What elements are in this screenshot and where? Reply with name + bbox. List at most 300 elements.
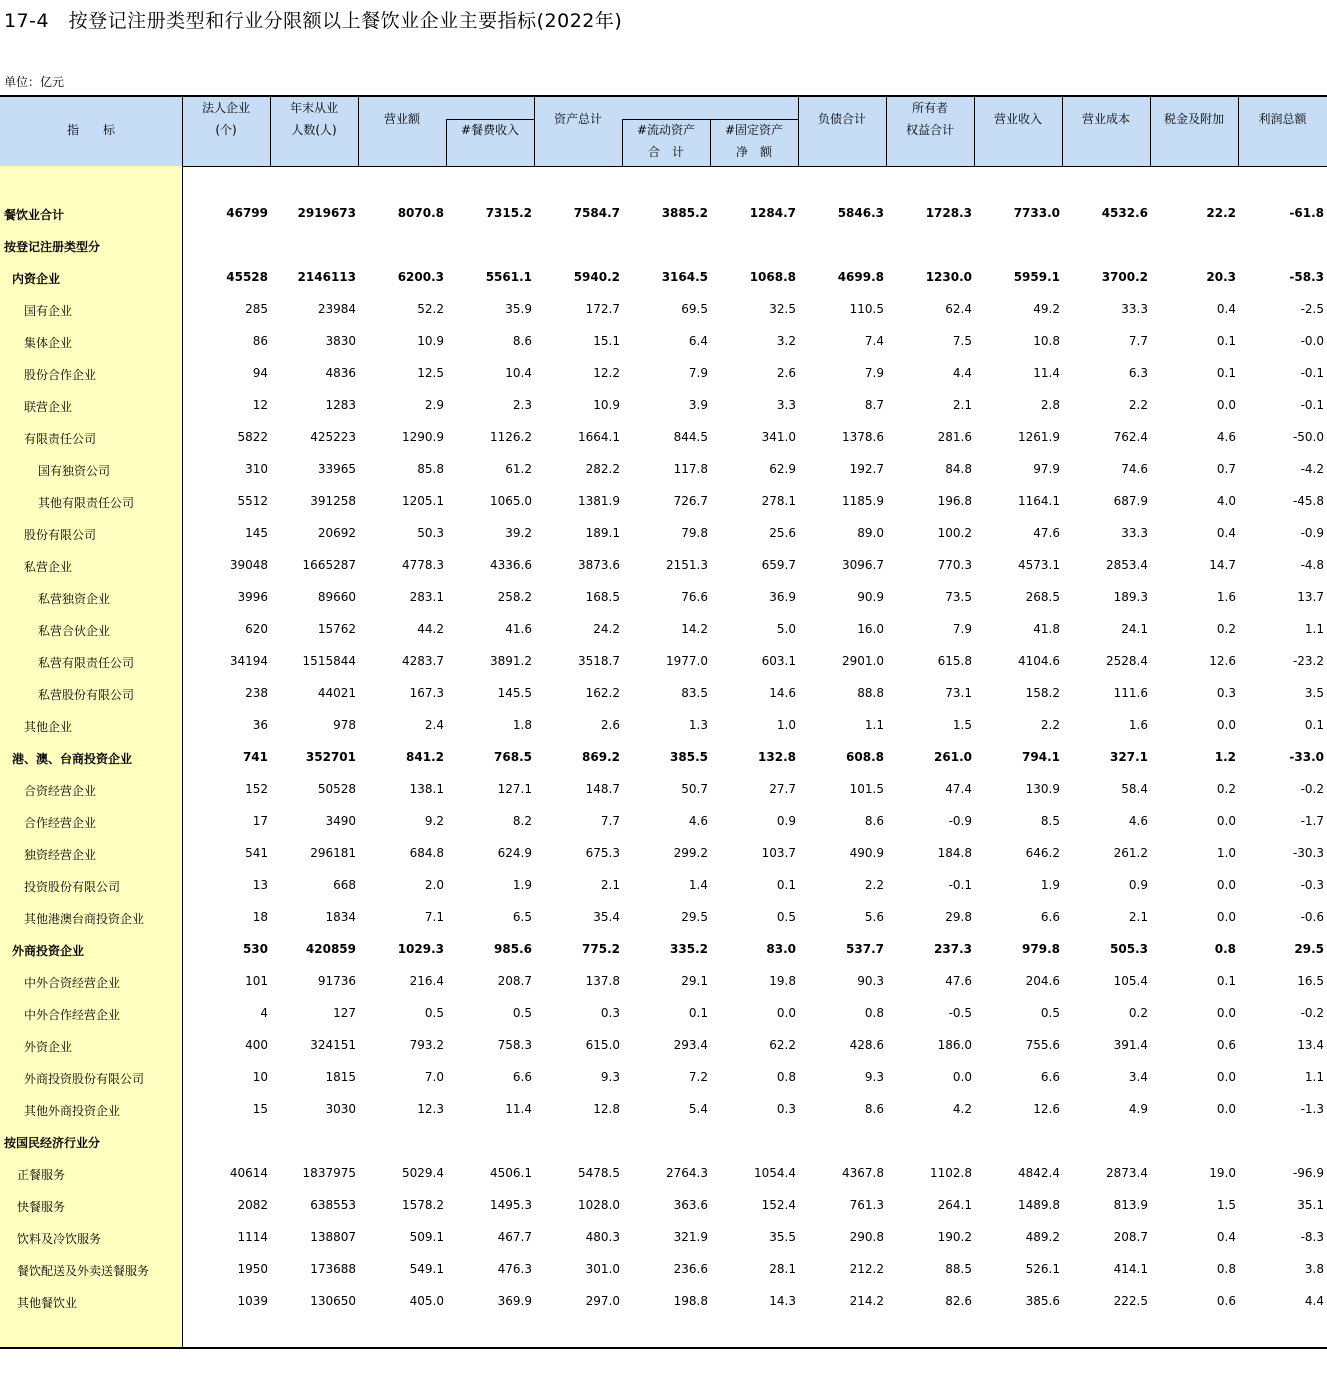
table-cell: 1728.3 [925, 206, 972, 220]
table-cell: 467.7 [497, 1230, 532, 1244]
table-cell: 505.3 [1110, 942, 1148, 956]
table-cell: 158.2 [1025, 686, 1060, 700]
table-cell: 1029.3 [397, 942, 444, 956]
table-cell: 90.9 [857, 590, 884, 604]
table-cell: 385.5 [670, 750, 708, 764]
table-cell: 2.2 [864, 878, 884, 892]
table-row [0, 710, 1327, 742]
table-row [0, 902, 1327, 934]
table-cell: 2.3 [512, 398, 532, 412]
table-cell: 608.8 [846, 750, 884, 764]
row-label: 按登记注册类型分 [4, 240, 101, 254]
row-label: 股份合作企业 [24, 368, 97, 382]
table-cell: -0.1 [948, 878, 972, 892]
table-cell: 9.3 [600, 1070, 620, 1084]
table-cell: 268.5 [1025, 590, 1060, 604]
table-cell: 1284.7 [749, 206, 796, 220]
table-cell: 12.3 [417, 1102, 444, 1116]
table-cell: 2082 [237, 1198, 268, 1212]
table-cell: 327.1 [1110, 750, 1148, 764]
table-cell: 5.4 [688, 1102, 708, 1116]
table-cell: 761.3 [849, 1198, 884, 1212]
table-row [0, 1286, 1327, 1318]
header-total-liabilities: 负债合计 [817, 112, 866, 126]
table-row [0, 998, 1327, 1030]
table-cell: 0.9 [776, 814, 796, 828]
table-cell: 35.5 [769, 1230, 796, 1244]
table-cell: 85.8 [417, 462, 444, 476]
table-cell: 1185.9 [842, 494, 884, 508]
table-cell: 414.1 [1113, 1262, 1148, 1276]
table-row [0, 294, 1327, 326]
table-cell: 49.2 [1033, 302, 1060, 316]
table-cell: 1950 [237, 1262, 268, 1276]
table-row [0, 358, 1327, 390]
table-cell: 1381.9 [578, 494, 620, 508]
table-cell: 100.2 [937, 526, 972, 540]
row-label: 合作经营企业 [24, 816, 97, 830]
row-label: 其他有限责任公司 [38, 496, 135, 510]
table-cell: 285 [245, 302, 268, 316]
table-cell: 1126.2 [490, 430, 532, 444]
table-cell: 1665287 [302, 558, 356, 572]
table-cell: 7.2 [688, 1070, 708, 1084]
table-cell: -0.9 [948, 814, 972, 828]
row-label: 其他港澳台商投资企业 [24, 912, 145, 926]
table-cell: 73.5 [945, 590, 972, 604]
header-taxes-surcharges: 税金及附加 [1163, 112, 1224, 126]
table-cell: 4836 [325, 366, 356, 380]
table-cell: 549.1 [409, 1262, 444, 1276]
table-cell: 138807 [310, 1230, 356, 1244]
table-cell: 0.4 [1216, 526, 1236, 540]
table-cell: 1114 [237, 1230, 268, 1244]
table-cell: 4.4 [1304, 1294, 1324, 1308]
table-row [0, 1254, 1327, 1286]
row-label: 其他企业 [24, 720, 73, 734]
table-cell: 34194 [229, 654, 268, 668]
table-cell: 5.6 [864, 910, 884, 924]
table-cell: 3.9 [688, 398, 708, 412]
table-cell: 755.6 [1025, 1038, 1060, 1052]
table-cell: 22.2 [1206, 206, 1236, 220]
table-cell: 770.3 [937, 558, 972, 572]
table-cell: 0.5 [424, 1006, 444, 1020]
table-row [0, 390, 1327, 422]
table-cell: 5512 [237, 494, 268, 508]
table-cell: 237.3 [934, 942, 972, 956]
table-cell: 3490 [325, 814, 356, 828]
table-cell: 1815 [325, 1070, 356, 1084]
table-cell: 1664.1 [578, 430, 620, 444]
table-cell: 6.6 [1040, 910, 1060, 924]
table-cell: 7.5 [952, 334, 972, 348]
table-cell: 7.9 [864, 366, 884, 380]
table-cell: 985.6 [494, 942, 532, 956]
table-cell: 1054.4 [754, 1166, 796, 1180]
table-cell: 4699.8 [837, 270, 884, 284]
table-cell: 420859 [305, 942, 356, 956]
table-cell: 258.2 [497, 590, 532, 604]
table-row [0, 198, 1327, 230]
table-cell: 69.5 [681, 302, 708, 316]
table-row [0, 230, 1327, 262]
table-cell: 0.1 [1304, 718, 1324, 732]
table-cell: 480.3 [585, 1230, 620, 1244]
table-cell: 4104.6 [1018, 654, 1060, 668]
table-cell: 0.0 [1216, 1006, 1236, 1020]
table-cell: 1.6 [1216, 590, 1236, 604]
table-cell: 301.0 [585, 1262, 620, 1276]
table-cell: -0.2 [1300, 782, 1324, 796]
table-cell: 29.1 [681, 974, 708, 988]
row-label: 外资企业 [24, 1040, 73, 1054]
table-cell: 813.9 [1113, 1198, 1148, 1212]
table-cell: 20692 [317, 526, 356, 540]
table-cell: 615.0 [585, 1038, 620, 1052]
table-cell: 5.0 [776, 622, 796, 636]
table-cell: 741 [242, 750, 268, 764]
table-cell: 84.8 [945, 462, 972, 476]
table-cell: 6.5 [512, 910, 532, 924]
table-cell: 238 [245, 686, 268, 700]
table-cell: 1.8 [512, 718, 532, 732]
table-cell: -1.7 [1300, 814, 1324, 828]
table-cell: 2.6 [776, 366, 796, 380]
table-cell: 14.6 [769, 686, 796, 700]
table-cell: 208.7 [497, 974, 532, 988]
table-cell: -0.5 [948, 1006, 972, 1020]
table-cell: 1.9 [1040, 878, 1060, 892]
table-cell: 6200.3 [397, 270, 444, 284]
table-cell: 841.2 [406, 750, 444, 764]
row-label: 联营企业 [24, 400, 73, 414]
table-cell: 5959.1 [1013, 270, 1060, 284]
table-cell: 0.3 [600, 1006, 620, 1020]
table-cell: 15 [252, 1102, 268, 1116]
table-cell: 0.0 [952, 1070, 972, 1084]
table-cell: 13.4 [1297, 1038, 1324, 1052]
table-cell: 8.6 [512, 334, 532, 348]
table-cell: 148.7 [585, 782, 620, 796]
table-cell: -58.3 [1289, 270, 1324, 284]
table-cell: 16.5 [1297, 974, 1324, 988]
table-cell: 1028.0 [578, 1198, 620, 1212]
table-cell: 659.7 [761, 558, 796, 572]
table-cell: 27.7 [769, 782, 796, 796]
table-cell: 4 [260, 1006, 268, 1020]
table-cell: 1.1 [1304, 1070, 1324, 1084]
table-cell: 24.2 [593, 622, 620, 636]
table-cell: 74.6 [1121, 462, 1148, 476]
row-label: 国有独资公司 [38, 464, 111, 478]
table-cell: -0.2 [1300, 1006, 1324, 1020]
row-label: 饮料及冷饮服务 [17, 1232, 102, 1246]
table-cell: -61.8 [1289, 206, 1324, 220]
table-cell: 278.1 [761, 494, 796, 508]
table-cell: 1065.0 [490, 494, 532, 508]
table-cell: 1230.0 [925, 270, 972, 284]
table-cell: 172.7 [585, 302, 620, 316]
table-cell: 32.5 [769, 302, 796, 316]
table-cell: 36.9 [769, 590, 796, 604]
table-cell: 82.6 [945, 1294, 972, 1308]
table-row [0, 262, 1327, 294]
table-cell: 13 [252, 878, 268, 892]
table-cell: 73.1 [945, 686, 972, 700]
table-cell: 50.7 [681, 782, 708, 796]
table-row [0, 1094, 1327, 1126]
table-cell: 101 [245, 974, 268, 988]
table-cell: -0.9 [1300, 526, 1324, 540]
table-cell: 13.7 [1297, 590, 1324, 604]
table-cell: -0.0 [1300, 334, 1324, 348]
table-cell: 1.5 [952, 718, 972, 732]
table-cell: 4532.6 [1101, 206, 1148, 220]
table-cell: 0.8 [864, 1006, 884, 1020]
table-cell: 145.5 [497, 686, 532, 700]
table-cell: 3096.7 [842, 558, 884, 572]
table-cell: 41.6 [505, 622, 532, 636]
table-cell: 0.4 [1216, 1230, 1236, 1244]
table-cell: 186.0 [937, 1038, 972, 1052]
table-cell: 47.6 [1033, 526, 1060, 540]
table-cell: 4778.3 [402, 558, 444, 572]
table-cell: 4.4 [952, 366, 972, 380]
table-cell: 296181 [310, 846, 356, 860]
table-cell: 130650 [310, 1294, 356, 1308]
table-cell: 11.4 [1033, 366, 1060, 380]
header-meal-income: #餐费收入 [460, 123, 520, 137]
header-current-assets: #流动资产 合 计 [636, 123, 696, 159]
table-cell: -0.3 [1300, 878, 1324, 892]
row-label: 私营合伙企业 [38, 624, 111, 638]
table-cell: 94 [252, 366, 268, 380]
row-label: 中外合资经营企业 [24, 976, 121, 990]
header-fixed-assets: #固定资产 净 额 [724, 123, 784, 159]
table-cell: -0.1 [1300, 398, 1324, 412]
table-cell: 189.1 [585, 526, 620, 540]
table-cell: 476.3 [497, 1262, 532, 1276]
table-cell: 352701 [305, 750, 356, 764]
table-cell: 405.0 [409, 1294, 444, 1308]
table-row [0, 806, 1327, 838]
table-cell: 44021 [317, 686, 356, 700]
table-cell: 7.4 [864, 334, 884, 348]
table-cell: 0.1 [776, 878, 796, 892]
table-cell: 1977.0 [666, 654, 708, 668]
table-cell: 4.9 [1128, 1102, 1148, 1116]
header-total-profit: 利润总额 [1258, 112, 1307, 126]
table-cell: 0.3 [1216, 686, 1236, 700]
table-cell: 1515844 [302, 654, 356, 668]
table-cell: 2.9 [424, 398, 444, 412]
table-row [0, 646, 1327, 678]
table-cell: 236.6 [673, 1262, 708, 1276]
table-cell: 1.3 [688, 718, 708, 732]
table-cell: -0.1 [1300, 366, 1324, 380]
table-cell: 117.8 [673, 462, 708, 476]
table-cell: 0.0 [1216, 398, 1236, 412]
table-cell: 428.6 [849, 1038, 884, 1052]
row-label: 外商投资企业 [12, 944, 85, 958]
table-cell: 1578.2 [402, 1198, 444, 1212]
table-cell: 3.2 [776, 334, 796, 348]
table-cell: 2.6 [600, 718, 620, 732]
table-cell: 23984 [317, 302, 356, 316]
table-cell: 14.7 [1209, 558, 1236, 572]
table-cell: 4367.8 [842, 1166, 884, 1180]
table-cell: 509.1 [409, 1230, 444, 1244]
table-cell: 6.4 [688, 334, 708, 348]
table-cell: 8.2 [512, 814, 532, 828]
table-cell: 0.6 [1216, 1294, 1236, 1308]
table-row [0, 774, 1327, 806]
table-cell: 39.2 [505, 526, 532, 540]
table-cell: 24.1 [1121, 622, 1148, 636]
table-cell: 2146113 [297, 270, 356, 284]
row-label: 国有企业 [24, 304, 73, 318]
table-cell: 4842.4 [1018, 1166, 1060, 1180]
table-cell: 8070.8 [397, 206, 444, 220]
table-cell: 10.8 [1033, 334, 1060, 348]
table-cell: 196.8 [937, 494, 972, 508]
table-row [0, 1030, 1327, 1062]
table-cell: 391.4 [1113, 1038, 1148, 1052]
table-cell: 8.5 [1040, 814, 1060, 828]
table-cell: -96.9 [1292, 1166, 1324, 1180]
table-cell: 28.1 [769, 1262, 796, 1276]
table-cell: 35.9 [505, 302, 532, 316]
table-cell: 425223 [310, 430, 356, 444]
table-cell: 8.6 [864, 1102, 884, 1116]
table-cell: 3518.7 [578, 654, 620, 668]
table-cell: 2.8 [1040, 398, 1060, 412]
row-label: 快餐服务 [17, 1200, 66, 1214]
table-cell: 76.6 [681, 590, 708, 604]
table-cell: 14.2 [681, 622, 708, 636]
table-cell: 12.5 [417, 366, 444, 380]
table-cell: 978 [333, 718, 356, 732]
table-body [0, 198, 1327, 1318]
table-cell: 41.8 [1033, 622, 1060, 636]
table-cell: 490.9 [849, 846, 884, 860]
table-cell: 3700.2 [1101, 270, 1148, 284]
table-cell: 1.5 [1216, 1198, 1236, 1212]
table-cell: 25.6 [769, 526, 796, 540]
table-cell: -50.0 [1292, 430, 1324, 444]
table-cell: 89660 [317, 590, 356, 604]
row-label: 股份有限公司 [24, 528, 97, 542]
table-row [0, 454, 1327, 486]
table-cell: -33.0 [1289, 750, 1324, 764]
table-cell: 0.8 [1214, 942, 1236, 956]
table-cell: 86 [252, 334, 268, 348]
row-label: 集体企业 [24, 336, 73, 350]
table-cell: 47.4 [945, 782, 972, 796]
table-cell: 20.3 [1206, 270, 1236, 284]
table-cell: 192.7 [849, 462, 884, 476]
table-cell: 2528.4 [1106, 654, 1148, 668]
table-cell: 58.4 [1121, 782, 1148, 796]
table-row [0, 838, 1327, 870]
table-row [0, 422, 1327, 454]
table-cell: 363.6 [673, 1198, 708, 1212]
table-cell: 10.4 [505, 366, 532, 380]
table-cell: 526.1 [1025, 1262, 1060, 1276]
table-cell: 335.2 [670, 942, 708, 956]
table-cell: 391258 [310, 494, 356, 508]
table-cell: 290.8 [849, 1230, 884, 1244]
table-cell: 130.9 [1025, 782, 1060, 796]
table-cell: 1102.8 [930, 1166, 972, 1180]
table-row [0, 1062, 1327, 1094]
table-cell: 1.1 [864, 718, 884, 732]
table-cell: 17 [252, 814, 268, 828]
table-cell: 0.6 [1216, 1038, 1236, 1052]
table-cell: 212.2 [849, 1262, 884, 1276]
table-cell: -23.2 [1292, 654, 1324, 668]
table-cell: 7315.2 [485, 206, 532, 220]
table-cell: 1.0 [776, 718, 796, 732]
table-cell: 794.1 [1022, 750, 1060, 764]
table-cell: 47.6 [945, 974, 972, 988]
table-cell: 10 [252, 1070, 268, 1084]
table-cell: 369.9 [497, 1294, 532, 1308]
table-cell: 0.4 [1216, 302, 1236, 316]
table-cell: 3873.6 [578, 558, 620, 572]
row-label: 其他餐饮业 [17, 1296, 78, 1310]
table-cell: 216.4 [409, 974, 444, 988]
table-cell: 105.4 [1113, 974, 1148, 988]
table-cell: 1834 [325, 910, 356, 924]
table-header [0, 97, 1327, 167]
table-cell: 1.4 [688, 878, 708, 892]
table-cell: 793.2 [409, 1038, 444, 1052]
table-cell: 83.5 [681, 686, 708, 700]
table-cell: 537.7 [846, 942, 884, 956]
header-legal-entities: 法人企业 (个) [201, 101, 250, 137]
table-cell: 775.2 [582, 942, 620, 956]
table-cell: 83.0 [766, 942, 796, 956]
table-cell: 167.3 [409, 686, 444, 700]
table-cell: 2873.4 [1106, 1166, 1148, 1180]
table-cell: 35.4 [593, 910, 620, 924]
table-cell: 4.2 [952, 1102, 972, 1116]
table-cell: 4.6 [688, 814, 708, 828]
table-cell: 0.5 [776, 910, 796, 924]
table-cell: 9.2 [424, 814, 444, 828]
table-cell: 1290.9 [402, 430, 444, 444]
table-cell: 0.1 [1216, 366, 1236, 380]
table-cell: 145 [245, 526, 268, 540]
table-row [0, 326, 1327, 358]
table-cell: -4.8 [1300, 558, 1324, 572]
table-cell: 2901.0 [842, 654, 884, 668]
table-row [0, 934, 1327, 966]
row-label: 餐饮业合计 [4, 208, 65, 222]
table-cell: 208.7 [1113, 1230, 1148, 1244]
table-cell: 0.0 [1216, 814, 1236, 828]
table-cell: 7.0 [424, 1070, 444, 1084]
table-cell: 4506.1 [490, 1166, 532, 1180]
table-cell: 624.9 [497, 846, 532, 860]
row-label: 合资经营企业 [24, 784, 97, 798]
table-cell: -4.2 [1300, 462, 1324, 476]
table-cell: 7.7 [1128, 334, 1148, 348]
table-cell: 2.2 [1040, 718, 1060, 732]
table-cell: 1495.3 [490, 1198, 532, 1212]
